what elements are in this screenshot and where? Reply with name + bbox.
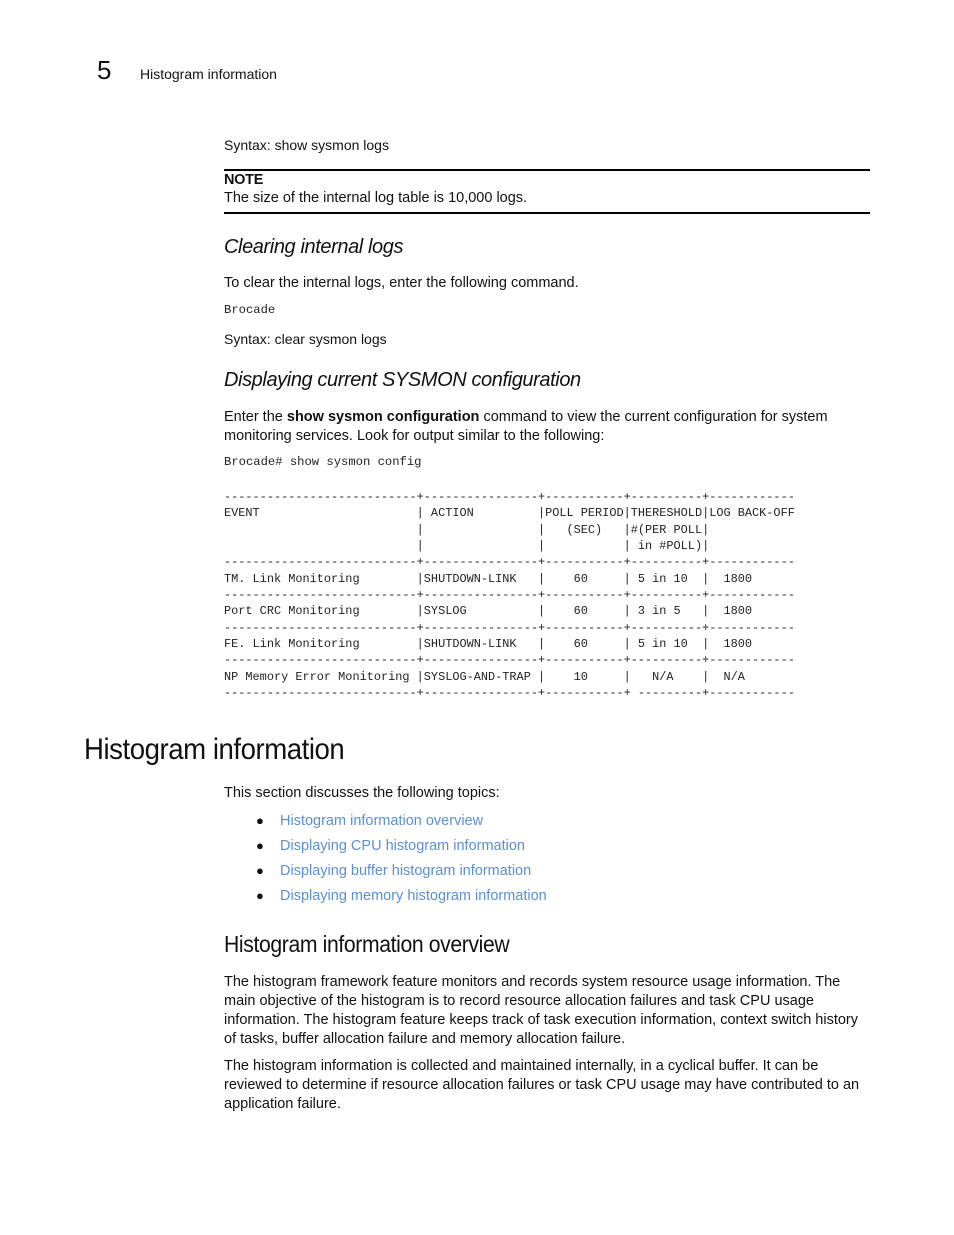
clear-command-prompt: Brocade [224,303,276,317]
section-heading-histogram: Histogram information [84,733,345,766]
note-bottom-rule [224,212,870,214]
display-config-paragraph [224,408,872,446]
link-cpu-histogram[interactable]: Displaying CPU histogram information [280,838,525,854]
overview-heading: Histogram information overview [224,931,510,957]
sysmon-config-output-table: ---------------------------+----------------+-----------+----------+------------ EVENT | ACTION |POLL PERIOD|THERESHOLD|LOG BACK-OFF | | (SEC) |#(PER POLL| | | | in #POLL)| ---------------------------+----------------+-----------+----------+------------ TM. Link Monitoring |SHUTDOWN-LINK | 60 | 5 in 10 | 1800 ---------------------------+----------------+-----------+----------+------------ Port CRC Monitoring |SYSLOG | 60 | 3 in 5 | 1800 ---------------------------+----------------+-----------+----------+------------ FE. Link Monitoring |SHUTDOWN-LINK | 60 | 5 in 10 | 1800 ---------------------------+----------------+-----------+----------+------------ NP Memory Error Monitoring |SYSLOG-AND-TRAP | 10 | N/A | N/A ---------------------------+----------------+-----------+ ---------+------------ [224,490,795,701]
bullet-icon: ● [256,838,264,853]
bullet-icon: ● [256,813,264,828]
overview-paragraph-1: The histogram framework feature monitors and records system resource usage information. The main objective of the histogram is to record resource allocation failures and task CPU usage information. The histogram feature keeps track of task execution information, context switch history of tasks, buffer allocation failure and memory allocation failure. [224,974,858,1047]
display-config-heading: Displaying current SYSMON configuration [224,369,581,391]
clearing-logs-intro: To clear the internal logs, enter the following command. [224,275,579,291]
bullet-icon: ● [256,888,264,903]
para-text: Enter the [224,409,287,425]
chapter-number: 5 [97,55,112,85]
syntax-show-sysmon-logs: Syntax: show sysmon logs [224,137,389,153]
show-config-command: Brocade# show sysmon config [224,455,422,469]
clearing-logs-heading: Clearing internal logs [224,236,404,258]
note-top-rule [224,169,870,171]
note-text: The size of the internal log table is 10,000 logs. [224,190,528,206]
link-histogram-overview[interactable]: Histogram information overview [280,813,484,829]
bullet-icon: ● [256,863,264,878]
note-label: NOTE [224,172,264,188]
link-memory-histogram[interactable]: Displaying memory histogram information [280,888,547,904]
histogram-intro: This section discusses the following topics: [224,785,500,801]
syntax-clear-sysmon-logs: Syntax: clear sysmon logs [224,331,387,347]
overview-paragraph-2: The histogram information is collected and maintained internally, in a cyclical buffer. It can be reviewed to determine if resource allocation failures or task CPU usage may have contributed to an application failure. [224,1058,860,1112]
inline-command: show sysmon configuration [286,409,480,425]
link-buffer-histogram[interactable]: Displaying buffer histogram information [280,863,532,879]
running-header-title: Histogram information [140,66,277,82]
para-text: command to view the current configuration for system monitoring services. Look for output similar to the following: [224,409,828,444]
